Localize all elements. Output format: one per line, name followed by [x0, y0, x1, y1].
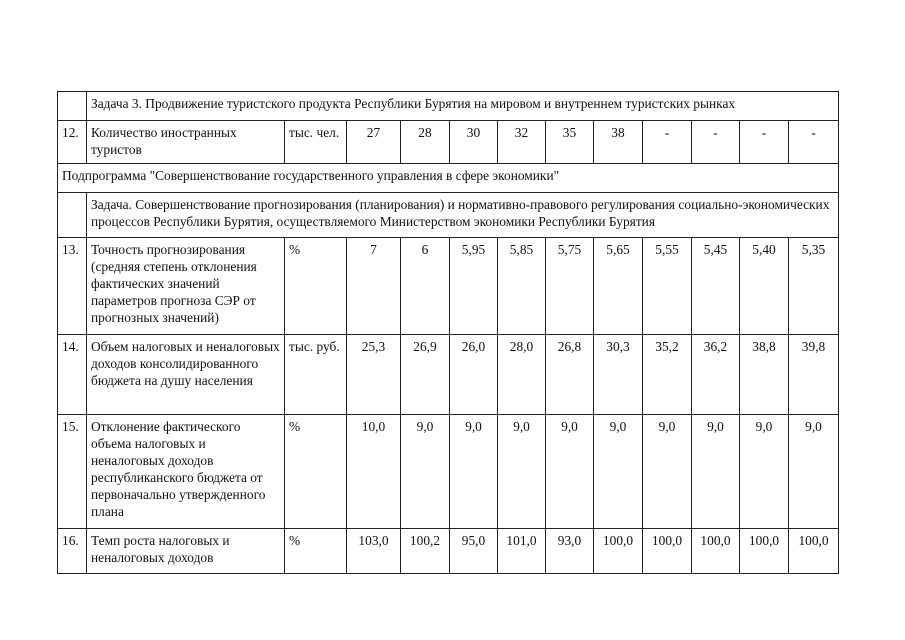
value-cell: 26,8 [546, 335, 594, 415]
value-cell: 9,0 [401, 415, 450, 529]
value-cell: 100,0 [594, 529, 643, 574]
value-cell: 35,2 [643, 335, 692, 415]
unit: тыс. чел. [285, 121, 347, 164]
unit: % [285, 238, 347, 335]
empty-num-cell [58, 193, 87, 238]
table-row [58, 335, 839, 415]
value-cell: 10,0 [347, 415, 401, 529]
value-cell: - [740, 121, 789, 164]
value-cell: 30,3 [594, 335, 643, 415]
row-number: 12. [58, 121, 87, 164]
unit: % [285, 529, 347, 574]
value-cell: - [643, 121, 692, 164]
value-cell: 25,3 [347, 335, 401, 415]
value-cell: 100,0 [740, 529, 789, 574]
value-cell: 100,0 [643, 529, 692, 574]
value-cell: 28 [401, 121, 450, 164]
value-cell: 9,0 [546, 415, 594, 529]
value-cell: 28,0 [498, 335, 546, 415]
task3-heading: Задача 3. Продвижение туристского продукта Республики Бурятия на мировом и внутреннем туристских рынках [87, 92, 839, 121]
subprogram-heading: Подпрограмма "Совершенствование государственного управления в сфере экономики" [58, 164, 839, 193]
row-number: 15. [58, 415, 87, 529]
value-cell: 6 [401, 238, 450, 335]
value-cell: 5,55 [643, 238, 692, 335]
value-cell: 36,2 [692, 335, 740, 415]
value-cell: - [789, 121, 839, 164]
indicators-table [57, 91, 839, 574]
value-cell: 39,8 [789, 335, 839, 415]
indicator-name: Количество иностранных туристов [87, 121, 285, 164]
unit: % [285, 415, 347, 529]
indicator-name: Отклонение фактического объема налоговых и неналоговых доходов республиканского бюджета от первоначально утвержденного плана [87, 415, 285, 529]
value-cell: 26,0 [450, 335, 498, 415]
task-row [58, 193, 839, 238]
value-cell: 100,0 [789, 529, 839, 574]
value-cell: 35 [546, 121, 594, 164]
subprogram-row [58, 164, 839, 193]
row-number: 13. [58, 238, 87, 335]
value-cell: 38,8 [740, 335, 789, 415]
value-cell: 27 [347, 121, 401, 164]
value-cell: 38 [594, 121, 643, 164]
value-cell: 93,0 [546, 529, 594, 574]
table-row [58, 529, 839, 574]
row-number: 14. [58, 335, 87, 415]
value-cell: 26,9 [401, 335, 450, 415]
value-cell: 32 [498, 121, 546, 164]
table-row [58, 415, 839, 529]
value-cell: 5,45 [692, 238, 740, 335]
value-cell: 5,40 [740, 238, 789, 335]
task-heading: Задача. Совершенствование прогнозирования (планирования) и нормативно-правового регулирования социально-экономических процессов Республики Бурятия, осуществляемого Министерством экономики Республики Бурятия [87, 193, 839, 238]
indicator-name: Темп роста налоговых и неналоговых доходов [87, 529, 285, 574]
value-cell: 9,0 [498, 415, 546, 529]
value-cell: 5,85 [498, 238, 546, 335]
value-cell: 9,0 [789, 415, 839, 529]
indicator-name: Объем налоговых и неналоговых доходов консолидированного бюджета на душу населения [87, 335, 285, 415]
value-cell: 103,0 [347, 529, 401, 574]
row-number: 16. [58, 529, 87, 574]
value-cell: 9,0 [643, 415, 692, 529]
value-cell: - [692, 121, 740, 164]
empty-num-cell [58, 92, 87, 121]
value-cell: 100,0 [692, 529, 740, 574]
value-cell: 9,0 [740, 415, 789, 529]
value-cell: 5,95 [450, 238, 498, 335]
indicator-name: Точность прогнозирования (средняя степень отклонения фактических значений параметров прогноза СЭР от прогнозных значений) [87, 238, 285, 335]
value-cell: 101,0 [498, 529, 546, 574]
value-cell: 5,35 [789, 238, 839, 335]
value-cell: 9,0 [692, 415, 740, 529]
value-cell: 9,0 [450, 415, 498, 529]
value-cell: 7 [347, 238, 401, 335]
value-cell: 5,65 [594, 238, 643, 335]
table-row [58, 121, 839, 164]
unit: тыс. руб. [285, 335, 347, 415]
value-cell: 9,0 [594, 415, 643, 529]
value-cell: 30 [450, 121, 498, 164]
task3-row [58, 92, 839, 121]
value-cell: 5,75 [546, 238, 594, 335]
table-row [58, 238, 839, 335]
value-cell: 100,2 [401, 529, 450, 574]
value-cell: 95,0 [450, 529, 498, 574]
